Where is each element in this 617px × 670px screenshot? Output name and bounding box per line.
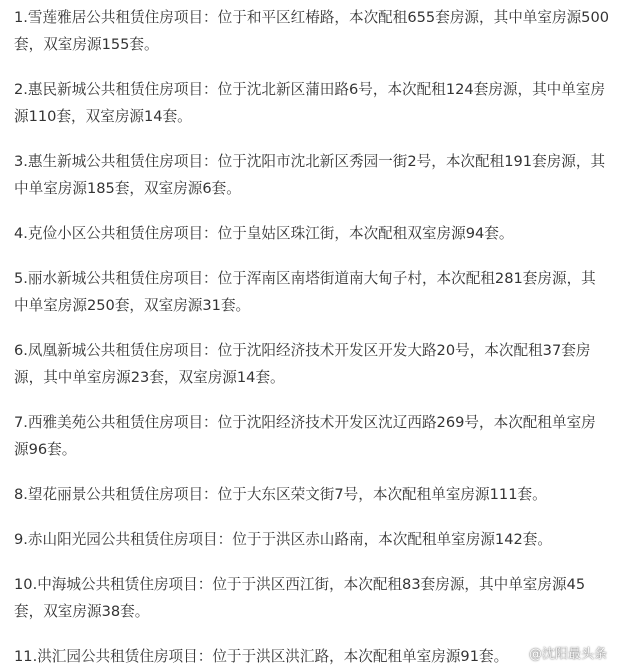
list-item: 2.惠民新城公共租赁住房项目：位于沈北新区蒲田路6号，本次配租124套房源，其中单室房源110套，双室房源14套。	[14, 81, 606, 125]
list-item: 11.洪汇园公共租赁住房项目：位于于洪区洪汇路，本次配租单室房源91套。	[14, 648, 509, 665]
list-item: 7.西雅美苑公共租赁住房项目：位于沈阳经济技术开发区沈辽西路269号，本次配租单室房源96套。	[14, 414, 596, 458]
list-item: 9.赤山阳光园公共租赁住房项目：位于于洪区赤山路南，本次配租单室房源142套。	[14, 531, 552, 548]
list-item: 4.克俭小区公共租赁住房项目：位于皇姑区珠江街，本次配租双室房源94套。	[14, 225, 514, 242]
list-item: 3.惠生新城公共租赁住房项目：位于沈阳市沈北新区秀园一街2号，本次配租191套房源，其中单室房源185套，双室房源6套。	[14, 153, 606, 197]
watermark-text: @沈阳最头条	[528, 647, 607, 662]
list-item: 8.望花丽景公共租赁住房项目：位于大东区荣文街7号，本次配租单室房源111套。	[14, 486, 547, 503]
list-item: 1.雪莲雅居公共租赁住房项目：位于和平区红椿路，本次配租655套房源，其中单室房源500套，双室房源155套。	[14, 9, 610, 53]
article-content	[14, 4, 610, 670]
watermark	[504, 643, 607, 662]
list-item: 5.丽水新城公共租赁住房项目：位于浑南区南塔街道南大甸子村，本次配租281套房源，其中单室房源250套，双室房源31套。	[14, 270, 596, 314]
weibo-icon	[504, 645, 524, 661]
list-item: 10.中海城公共租赁住房项目：位于于洪区西江街，本次配租83套房源，其中单室房源45套，双室房源38套。	[14, 576, 586, 620]
list-item: 6.凤凰新城公共租赁住房项目：位于沈阳经济技术开发区开发大路20号，本次配租37套房源，其中单室房源23套，双室房源14套。	[14, 342, 591, 386]
